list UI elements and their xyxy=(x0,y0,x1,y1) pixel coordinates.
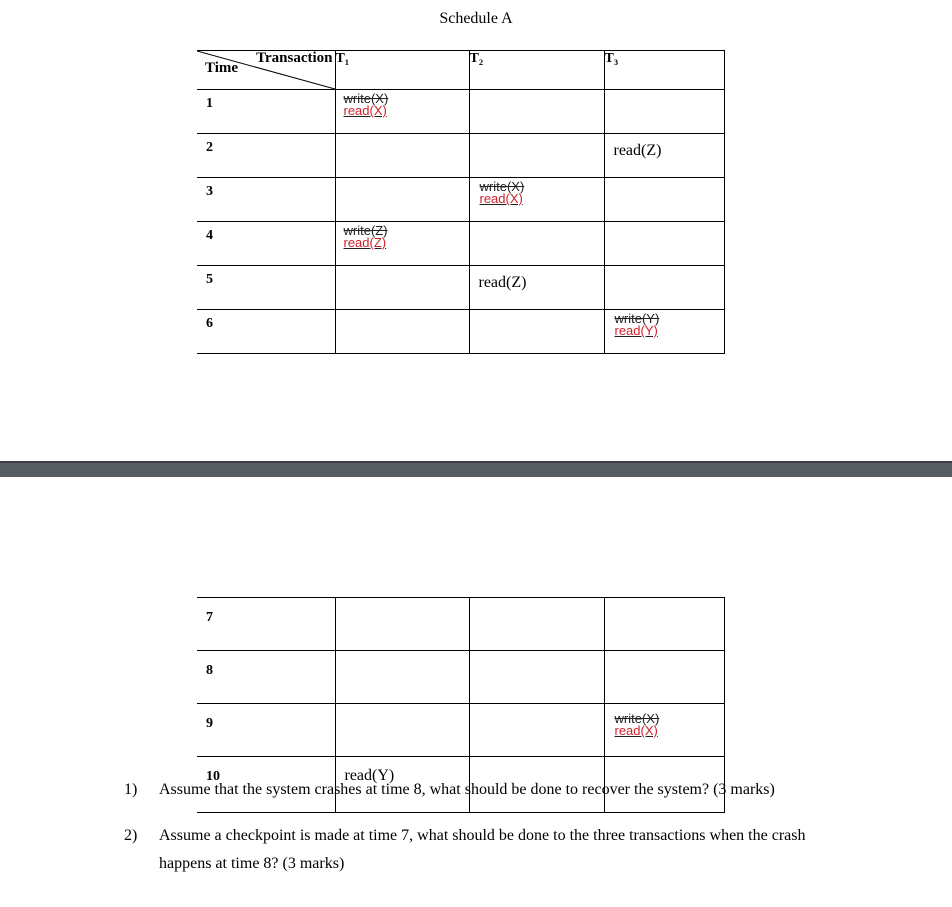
table-row xyxy=(197,651,724,704)
schedule-a-table xyxy=(197,50,725,354)
question-item xyxy=(124,776,844,804)
operation-pair xyxy=(336,222,469,249)
t1-cell xyxy=(335,651,469,704)
page-divider-bar xyxy=(0,461,952,477)
time-transaction-header xyxy=(197,51,335,90)
table-row xyxy=(197,90,724,134)
corrected-operation: read(X) xyxy=(479,191,523,206)
operation-pair xyxy=(336,90,469,117)
operation-text: read(Z) xyxy=(478,274,527,291)
table-row xyxy=(197,704,724,757)
corrected-operation: read(X) xyxy=(614,723,658,738)
struck-operation: write(Z) xyxy=(343,223,388,238)
t1-cell xyxy=(335,266,469,310)
table-row xyxy=(197,266,724,310)
t2-cell xyxy=(469,598,604,651)
corrected-operation: read(Y) xyxy=(614,323,658,338)
time-cell: 8 xyxy=(197,651,335,704)
time-cell: 5 xyxy=(197,266,335,310)
t1-cell xyxy=(335,310,469,354)
table-row xyxy=(197,134,724,178)
t2-cell xyxy=(469,266,604,310)
table-row xyxy=(197,222,724,266)
time-cell: 2 xyxy=(197,134,335,178)
struck-operation: write(X) xyxy=(614,711,660,726)
corrected-operation: read(X) xyxy=(343,103,387,118)
t1-cell xyxy=(335,704,469,757)
struck-operation: write(X) xyxy=(479,179,525,194)
t2-cell xyxy=(469,134,604,178)
t3-cell xyxy=(604,704,724,757)
question-number: 2) xyxy=(124,827,138,844)
question-text: Assume a checkpoint is made at time 7, what should be done to the three transactions when the crash happens at time 8? (3 marks) xyxy=(159,827,806,872)
schedule-title: Schedule A xyxy=(439,10,513,27)
header-row xyxy=(197,51,724,90)
t3-cell xyxy=(604,222,724,266)
table-row xyxy=(197,310,724,354)
question-number: 1) xyxy=(124,781,138,798)
operation-pair xyxy=(605,704,724,737)
time-cell: 7 xyxy=(197,598,335,651)
transaction-label: Transaction xyxy=(256,50,333,66)
operation-text: read(Y) xyxy=(344,767,395,784)
questions-list xyxy=(124,776,844,878)
t1-cell xyxy=(335,598,469,651)
time-cell: 6 xyxy=(197,310,335,354)
table-row xyxy=(197,178,724,222)
time-cell: 10 xyxy=(197,757,335,813)
t1-cell xyxy=(335,90,469,134)
t3-cell xyxy=(604,598,724,651)
t2-cell xyxy=(469,704,604,757)
table-row xyxy=(197,598,724,651)
t2-header: T₂ xyxy=(469,51,604,90)
t2-cell xyxy=(469,90,604,134)
struck-operation: write(Y) xyxy=(614,311,660,326)
operation-pair xyxy=(470,178,604,205)
t2-cell xyxy=(469,222,604,266)
struck-operation: write(X) xyxy=(343,91,389,106)
time-cell: 9 xyxy=(197,704,335,757)
question-text: Assume that the system crashes at time 8, what should be done to recover the system? (3 marks) xyxy=(159,781,775,798)
t3-cell xyxy=(604,310,724,354)
time-cell: 3 xyxy=(197,178,335,222)
time-label: Time xyxy=(205,60,239,76)
t3-cell xyxy=(604,651,724,704)
question-item xyxy=(124,822,844,878)
t3-header: T₃ xyxy=(604,51,724,90)
corrected-operation: read(Z) xyxy=(343,235,387,250)
time-cell: 1 xyxy=(197,90,335,134)
t1-header: T₁ xyxy=(335,51,469,90)
time-cell: 4 xyxy=(197,222,335,266)
operation-pair xyxy=(605,310,724,337)
t3-cell xyxy=(604,266,724,310)
t2-cell xyxy=(469,310,604,354)
t3-cell xyxy=(604,134,724,178)
t3-cell xyxy=(604,178,724,222)
t1-cell xyxy=(335,222,469,266)
t2-cell xyxy=(469,178,604,222)
t1-cell xyxy=(335,178,469,222)
t1-cell xyxy=(335,134,469,178)
t3-cell xyxy=(604,90,724,134)
t2-cell xyxy=(469,651,604,704)
operation-text: read(Z) xyxy=(613,142,662,159)
